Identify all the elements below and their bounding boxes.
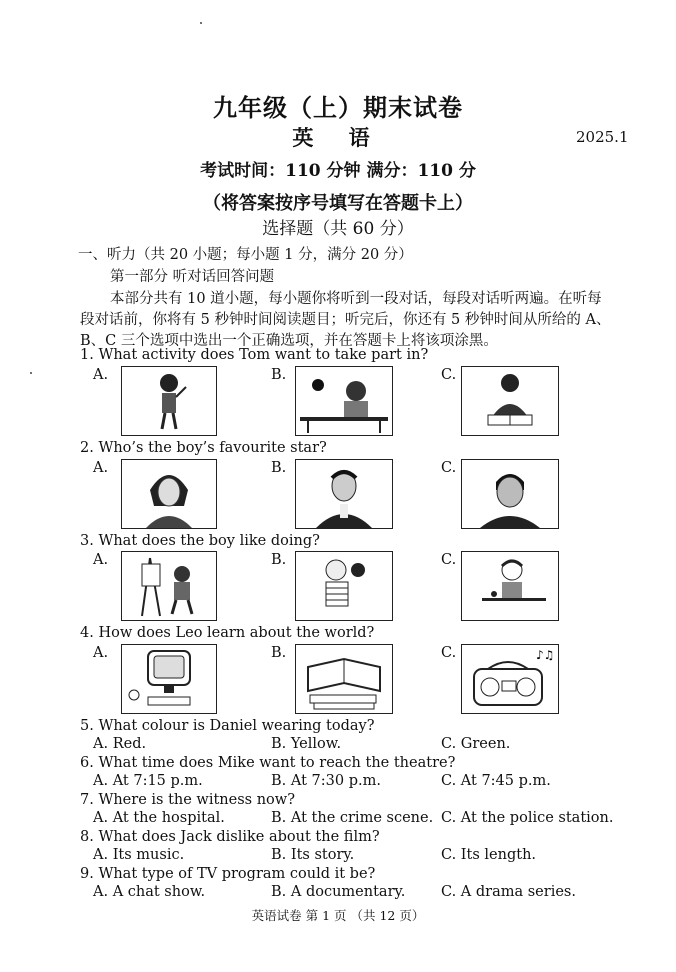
books-image xyxy=(295,644,393,714)
question-text: 3. What does the boy like doing? xyxy=(80,533,320,549)
exam-time-score: 考试时间：110 分钟 满分：110 分 xyxy=(200,161,476,181)
part-one-title: 第一部分 听对话回答问题 xyxy=(110,269,275,285)
option-label: A. xyxy=(93,552,109,568)
woman-portrait-image xyxy=(121,459,217,529)
question-text: 9. What type of TV program could it be? xyxy=(80,866,376,882)
computer-image xyxy=(121,644,217,714)
option-label: A. xyxy=(93,367,109,383)
option-text: A. Red. xyxy=(93,736,147,752)
answer-instruction: （将答案按序号填写在答题卡上） xyxy=(203,193,473,214)
table-tennis-image xyxy=(295,366,393,436)
desc-line: 段对话前，你将有 5 秒钟时间阅读题目；听完后，你还有 5 秒钟时间从所给的 A、 xyxy=(80,312,611,328)
question-text: 7. Where is the witness now? xyxy=(80,792,295,808)
man-portrait-image xyxy=(461,459,559,529)
svg-text:♪♫: ♪♫ xyxy=(536,648,555,662)
desc-line: 本部分共有 10 道小题，每小题你将听到一段对话，每段对话听两遍。在听每 xyxy=(110,291,602,307)
listening-heading: 一、听力（共 20 小题；每小题 1 分，满分 20 分） xyxy=(78,247,413,263)
man-reading-image xyxy=(461,366,559,436)
boy-painting-image xyxy=(121,551,217,621)
radio-image xyxy=(461,644,559,714)
man-smiling-image xyxy=(295,459,393,529)
boy-singing-image xyxy=(121,366,217,436)
option-text: C. Its length. xyxy=(441,847,537,863)
question-text: 2. Who’s the boy’s favourite star? xyxy=(80,440,327,456)
option-label: B. xyxy=(271,645,287,661)
option-text: A. At the hospital. xyxy=(93,810,225,826)
option-text: C. At 7:45 p.m. xyxy=(441,773,551,789)
option-label: A. xyxy=(93,645,109,661)
boy-at-table-image xyxy=(461,551,559,621)
option-label: B. xyxy=(271,552,287,568)
exam-date: 2025.1 xyxy=(576,128,629,146)
option-label: A. xyxy=(93,460,109,476)
option-text: A. A chat show. xyxy=(93,884,206,900)
scan-speck xyxy=(30,372,32,374)
option-text: B. At the crime scene. xyxy=(271,810,434,826)
option-label: B. xyxy=(271,460,287,476)
option-label: C. xyxy=(441,460,457,476)
option-text: C. Green. xyxy=(441,736,511,752)
exam-title: 九年级（上）期末试卷 xyxy=(213,93,463,122)
option-label: C. xyxy=(441,645,457,661)
option-text: C. A drama series. xyxy=(441,884,576,900)
option-text: A. Its music. xyxy=(93,847,185,863)
question-text: 6. What time does Mike want to reach the theatre? xyxy=(80,755,456,771)
choice-section-title: 选择题（共 60 分） xyxy=(262,219,414,239)
option-text: B. Yellow. xyxy=(271,736,342,752)
question-text: 8. What does Jack dislike about the film? xyxy=(80,829,380,845)
exam-subject: 英 语 xyxy=(292,125,384,150)
question-text: 1. What activity does Tom want to take part in? xyxy=(80,347,429,363)
option-label: B. xyxy=(271,367,287,383)
desc-line: B、C 三个选项中选出一个正确选项，并在答题卡上将该项涂黑。 xyxy=(80,333,498,349)
option-text: B. At 7:30 p.m. xyxy=(271,773,381,789)
option-text: B. Its story. xyxy=(271,847,355,863)
scan-speck xyxy=(200,22,202,24)
question-text: 5. What colour is Daniel wearing today? xyxy=(80,718,375,734)
question-text: 4. How does Leo learn about the world? xyxy=(80,625,375,641)
page-footer: 英语试卷 第 1 页 （共 12 页） xyxy=(251,908,425,923)
option-label: C. xyxy=(441,552,457,568)
option-label: C. xyxy=(441,367,457,383)
option-text: A. At 7:15 p.m. xyxy=(93,773,203,789)
boy-ping-pong-image xyxy=(295,551,393,621)
option-text: C. At the police station. xyxy=(441,810,614,826)
option-text: B. A documentary. xyxy=(271,884,406,900)
